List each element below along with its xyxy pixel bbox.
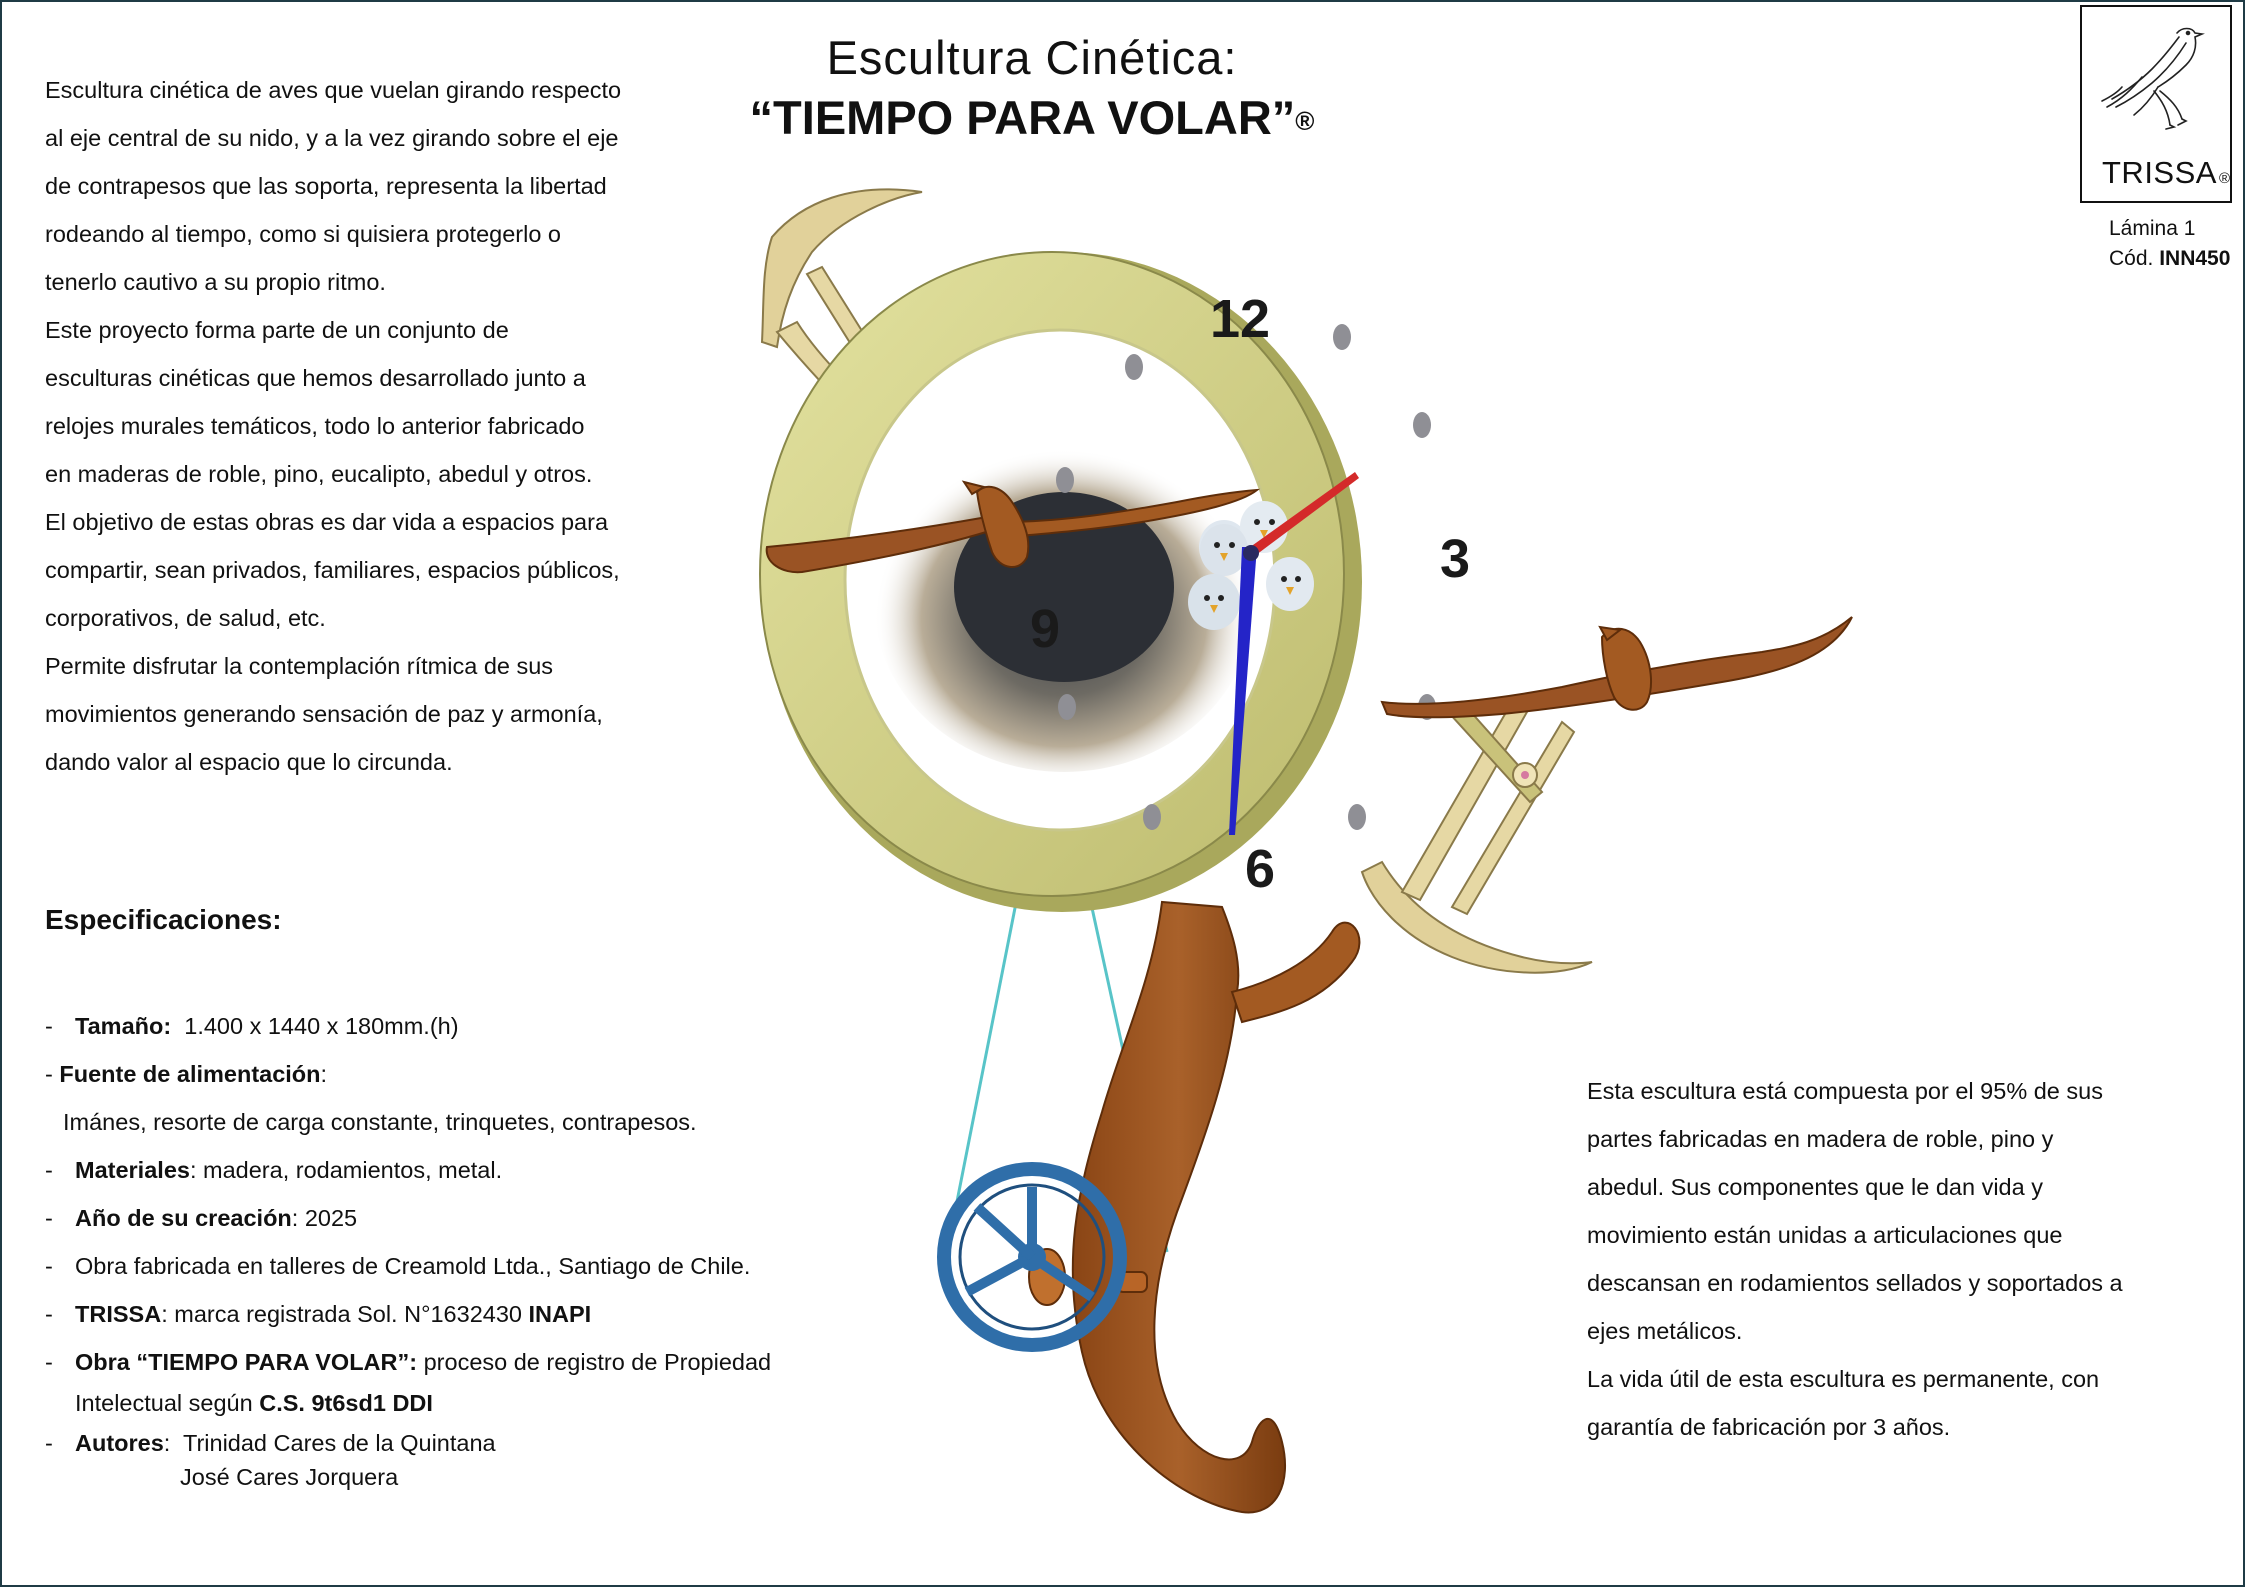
title-line-1: Escultura Cinética:	[826, 31, 1238, 84]
composition-line: Esta escultura está compuesta por el 95% de sus	[1587, 1078, 2103, 1104]
intro-line: esculturas cinéticas que hemos desarrollado junto a	[45, 365, 586, 391]
intro-line: El objetivo de estas obras es dar vida a espacios para	[45, 509, 609, 535]
spec-label: Tamaño:	[75, 1013, 172, 1039]
author-name: José Cares Jorquera	[180, 1464, 399, 1490]
spec-power-value	[45, 1098, 805, 1146]
spec-materials	[45, 1146, 805, 1194]
spec-value: Obra fabricada en talleres de Creamold Ltda., Santiago de Chile.	[75, 1253, 751, 1279]
bullet-dash: -	[45, 1061, 53, 1087]
bullet-dash: -	[45, 1301, 53, 1327]
intro-line: dando valor al espacio que lo circunda.	[45, 749, 453, 775]
spec-value: 1.400 x 1440 x 180mm.(h)	[171, 1013, 459, 1039]
registered-mark: ®	[1295, 106, 1315, 136]
spec-label: Obra “TIEMPO PARA VOLAR”:	[75, 1349, 418, 1375]
bullet-dash: -	[45, 1253, 53, 1279]
trissa-logo	[2080, 5, 2232, 203]
spec-year	[45, 1194, 805, 1242]
spec-work	[45, 1338, 805, 1386]
specs-list	[45, 1002, 805, 1494]
right-bird	[1382, 617, 1852, 717]
numeral-9: 9	[1029, 599, 1061, 659]
composition-line: movimiento están unidas a articulaciones que	[1587, 1222, 2063, 1248]
composition-text	[1587, 1067, 2187, 1451]
spec-value: Imánes, resorte de carga constante, trinquetes, contrapesos.	[63, 1109, 697, 1135]
logo-text: TRISSA	[2102, 155, 2217, 190]
sheet-info	[2109, 214, 2230, 274]
intro-line: Escultura cinética de aves que vuelan girando respecto	[45, 77, 622, 103]
intro-line: de contrapesos que las soporta, representa la libertad	[45, 173, 607, 199]
intro-line: rodeando al tiempo, como si quisiera protegerlo o	[45, 221, 561, 247]
title-line-2	[742, 88, 1322, 151]
spec-power	[45, 1050, 805, 1098]
sheet-code	[2109, 244, 2230, 274]
spec-work-cont	[45, 1386, 805, 1420]
bullet-dash: -	[45, 1430, 53, 1456]
spec-value: : madera, rodamientos, metal.	[189, 1157, 503, 1183]
spec-value: : 2025	[291, 1205, 358, 1231]
spec-value: : marca registrada Sol. N°1632430	[161, 1301, 529, 1327]
intro-line: movimientos generando sensación de paz y armonía,	[45, 701, 603, 727]
spec-office: INAPI	[528, 1301, 592, 1327]
spec-label: Materiales	[75, 1157, 190, 1183]
logo-wordmark	[2102, 155, 2231, 191]
spec-label: Autores	[75, 1430, 164, 1456]
spec-value: proceso de registro de Propiedad	[417, 1349, 772, 1375]
title-name: “TIEMPO PARA VOLAR”	[749, 91, 1296, 144]
spec-author-2	[45, 1460, 805, 1494]
spec-code: C.S. 9t6sd1 DDI	[259, 1390, 433, 1416]
sheet-code-label: Cód.	[2109, 247, 2154, 270]
wooden-branch-stand	[1029, 902, 1359, 1512]
bullet-dash: -	[45, 1013, 53, 1039]
spec-label: Año de su creación	[75, 1205, 292, 1231]
bullet-dash: -	[45, 1157, 53, 1183]
logo-registered-mark: ®	[2218, 170, 2231, 187]
composition-line: descansan en rodamientos sellados y soportados a	[1587, 1270, 2123, 1296]
composition-line: garantía de fabricación por 3 años.	[1587, 1414, 1951, 1440]
intro-line: compartir, sean privados, familiares, espacios públicos,	[45, 557, 620, 583]
spec-brand	[45, 1290, 805, 1338]
composition-line: ejes metálicos.	[1587, 1318, 1743, 1344]
specs-heading: Especificaciones:	[45, 904, 282, 935]
composition-line: partes fabricadas en madera de roble, pino y	[1587, 1126, 2054, 1152]
composition-line: La vida útil de esta escultura es permanente, con	[1587, 1366, 2100, 1392]
intro-line: Este proyecto forma parte de un conjunto de	[45, 317, 509, 343]
composition-line: abedul. Sus componentes que le dan vida y	[1587, 1174, 2043, 1200]
intro-line: en maderas de roble, pino, eucalipto, abedul y otros.	[45, 461, 593, 487]
spec-workshop	[45, 1242, 805, 1290]
intro-line: corporativos, de salud, etc.	[45, 605, 326, 631]
intro-text	[45, 66, 695, 786]
numeral-6: 6	[1244, 839, 1276, 899]
spec-size	[45, 1002, 805, 1050]
bullet-dash: -	[45, 1205, 53, 1231]
intro-line: Permite disfrutar la contemplación rítmica de sus	[45, 653, 554, 679]
spec-label: TRISSA	[75, 1301, 162, 1327]
author-name: Trinidad Cares de la Quintana	[182, 1430, 496, 1456]
sheet-code-value: INN450	[2159, 247, 2231, 270]
sheet-number: Lámina 1	[2109, 217, 2196, 240]
intro-line: relojes murales temáticos, todo lo anterior fabricado	[45, 413, 585, 439]
intro-line: tenerlo cautivo a su propio ritmo.	[45, 269, 386, 295]
spec-value: Intelectual según	[75, 1390, 260, 1416]
spec-colon: :	[320, 1061, 328, 1087]
bullet-dash: -	[45, 1349, 53, 1375]
bird-icon	[2082, 7, 2232, 147]
spec-colon: :	[163, 1430, 183, 1456]
numeral-12: 12	[1209, 289, 1271, 349]
numeral-3: 3	[1439, 529, 1471, 589]
spec-label: Fuente de alimentación	[59, 1061, 321, 1087]
intro-line: al eje central de su nido, y a la vez girando sobre el eje	[45, 125, 619, 151]
lower-right-arm	[1362, 702, 1592, 973]
page-title	[742, 28, 1322, 151]
spec-authors	[45, 1426, 805, 1460]
